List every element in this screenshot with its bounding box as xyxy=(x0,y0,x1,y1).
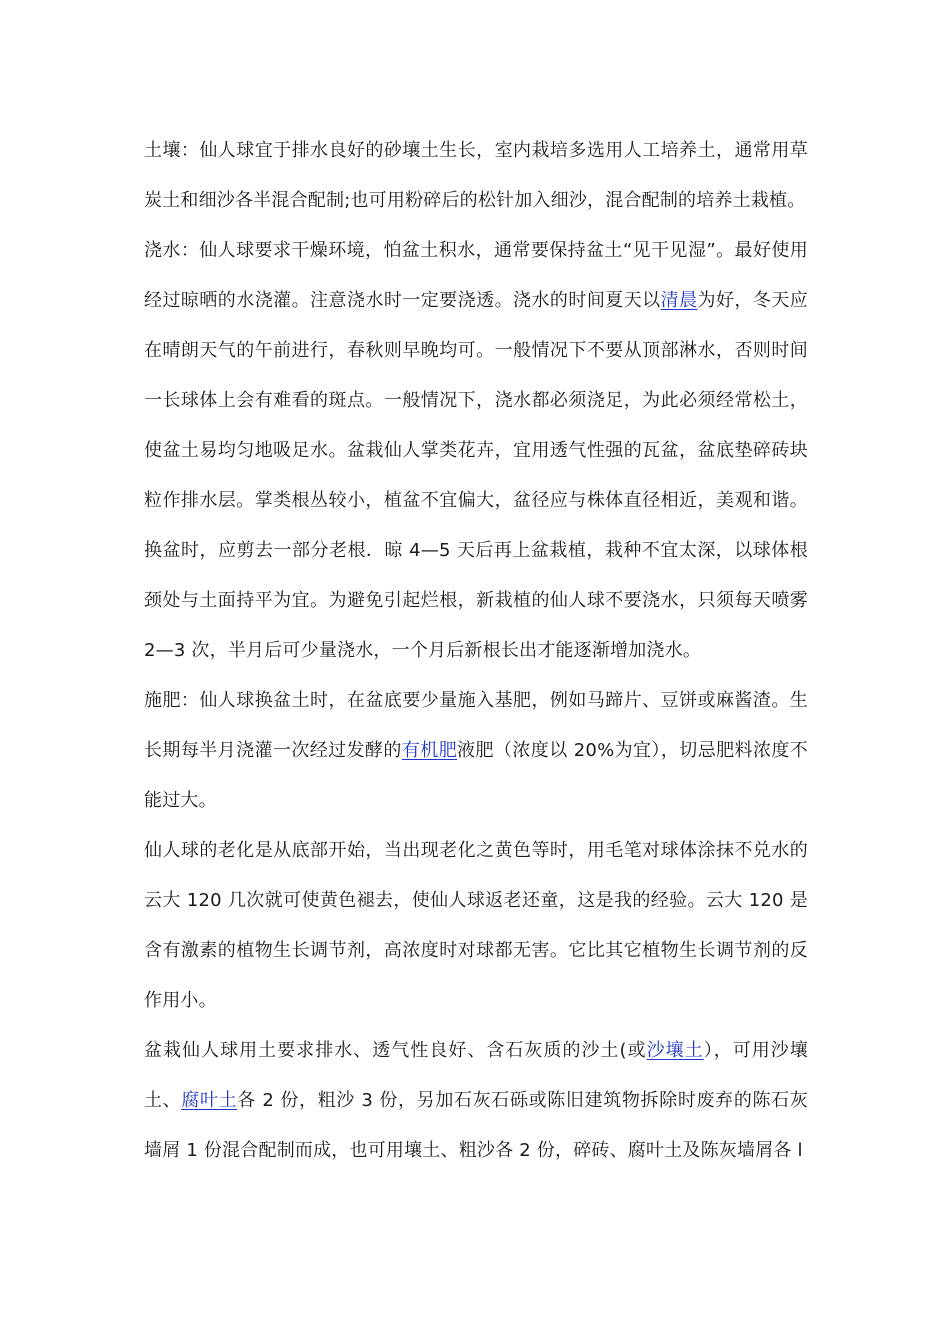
link-leaf-mold[interactable]: 腐叶土 xyxy=(181,1090,238,1111)
link-morning[interactable]: 清晨 xyxy=(660,290,698,311)
text-run: 浇水：仙人球要求干燥环境，怕盆土积水，通常要保持盆土“见干见湿”。最好使用经过晾晒的水浇灌。注意浇水时一定要浇透。浇水的时间夏天以 xyxy=(144,240,808,311)
text-run: 液肥（浓度以 20%为宜），切忌肥料浓度不能过大。 xyxy=(144,740,808,811)
paragraph-fertilizing xyxy=(144,676,808,826)
link-organic-fertilizer[interactable]: 有机肥 xyxy=(401,740,458,761)
paragraph-watering xyxy=(144,226,808,676)
text-run: 各 2 份，粗沙 3 份，另加石灰石砾或陈旧建筑物拆除时废弃的陈石灰墙屑 1 份混合配制而成，也可用壤土、粗沙各 2 份，碎砖、腐叶土及陈灰墙屑各 l xyxy=(144,1090,808,1161)
paragraph-aging xyxy=(144,826,808,1026)
text-run: 盆栽仙人球用土要求排水、透气性良好、含石灰质的沙土(或 xyxy=(144,1040,647,1061)
document-body xyxy=(144,126,808,1176)
paragraph-potting-soil xyxy=(144,1026,808,1176)
paragraph-soil xyxy=(144,126,808,226)
text-run: 施肥：仙人球换盆土时，在盆底要少量施入基肥，例如马蹄片、豆饼或麻酱渣。生长期每半月浇灌一次经过发酵的 xyxy=(144,690,808,761)
text-run: 仙人球的老化是从底部开始，当出现老化之黄色等时，用毛笔对球体涂抹不兑水的云大 120 几次就可使黄色褪去，使仙人球返老还童，这是我的经验。云大 120 是含有激素的植物生长调节剂，高浓度时对球都无害。它比其它植物生长调节剂的反作用小。 xyxy=(144,840,808,1011)
text-run: 为好，冬天应在晴朗天气的午前进行，春秋则早晚均可。一般情况下不要从顶部淋水，否则时间一长球体上会有难看的斑点。一般情况下，浇水都必须浇足，为此必须经常松土，使盆土易均匀地吸足水。盆栽仙人掌类花卉，宜用透气性强的瓦盆，盆底垫碎砖块粒作排水层。掌类根丛较小，植盆不宜偏大，盆径应与株体直径相近，美观和谐。换盆时，应剪去一部分老根．晾 4—5 天后再上盆栽植，栽种不宜太深，以球体根颈处与土面持平为宜。为避免引起烂根，新栽植的仙人球不要浇水，只须每天喷雾 2—3 次，半月后可少量浇水，一个月后新根长出才能逐渐增加浇水。 xyxy=(144,290,808,661)
text-run: 土壤：仙人球宜于排水良好的砂壤土生长，室内栽培多选用人工培养土，通常用草炭土和细沙各半混合配制;也可用粉碎后的松针加入细沙，混合配制的培养土栽植。 xyxy=(144,140,808,211)
link-sandy-loam[interactable]: 沙壤土 xyxy=(646,1040,704,1061)
text-run: ），可用沙壤土、 xyxy=(144,1040,809,1111)
